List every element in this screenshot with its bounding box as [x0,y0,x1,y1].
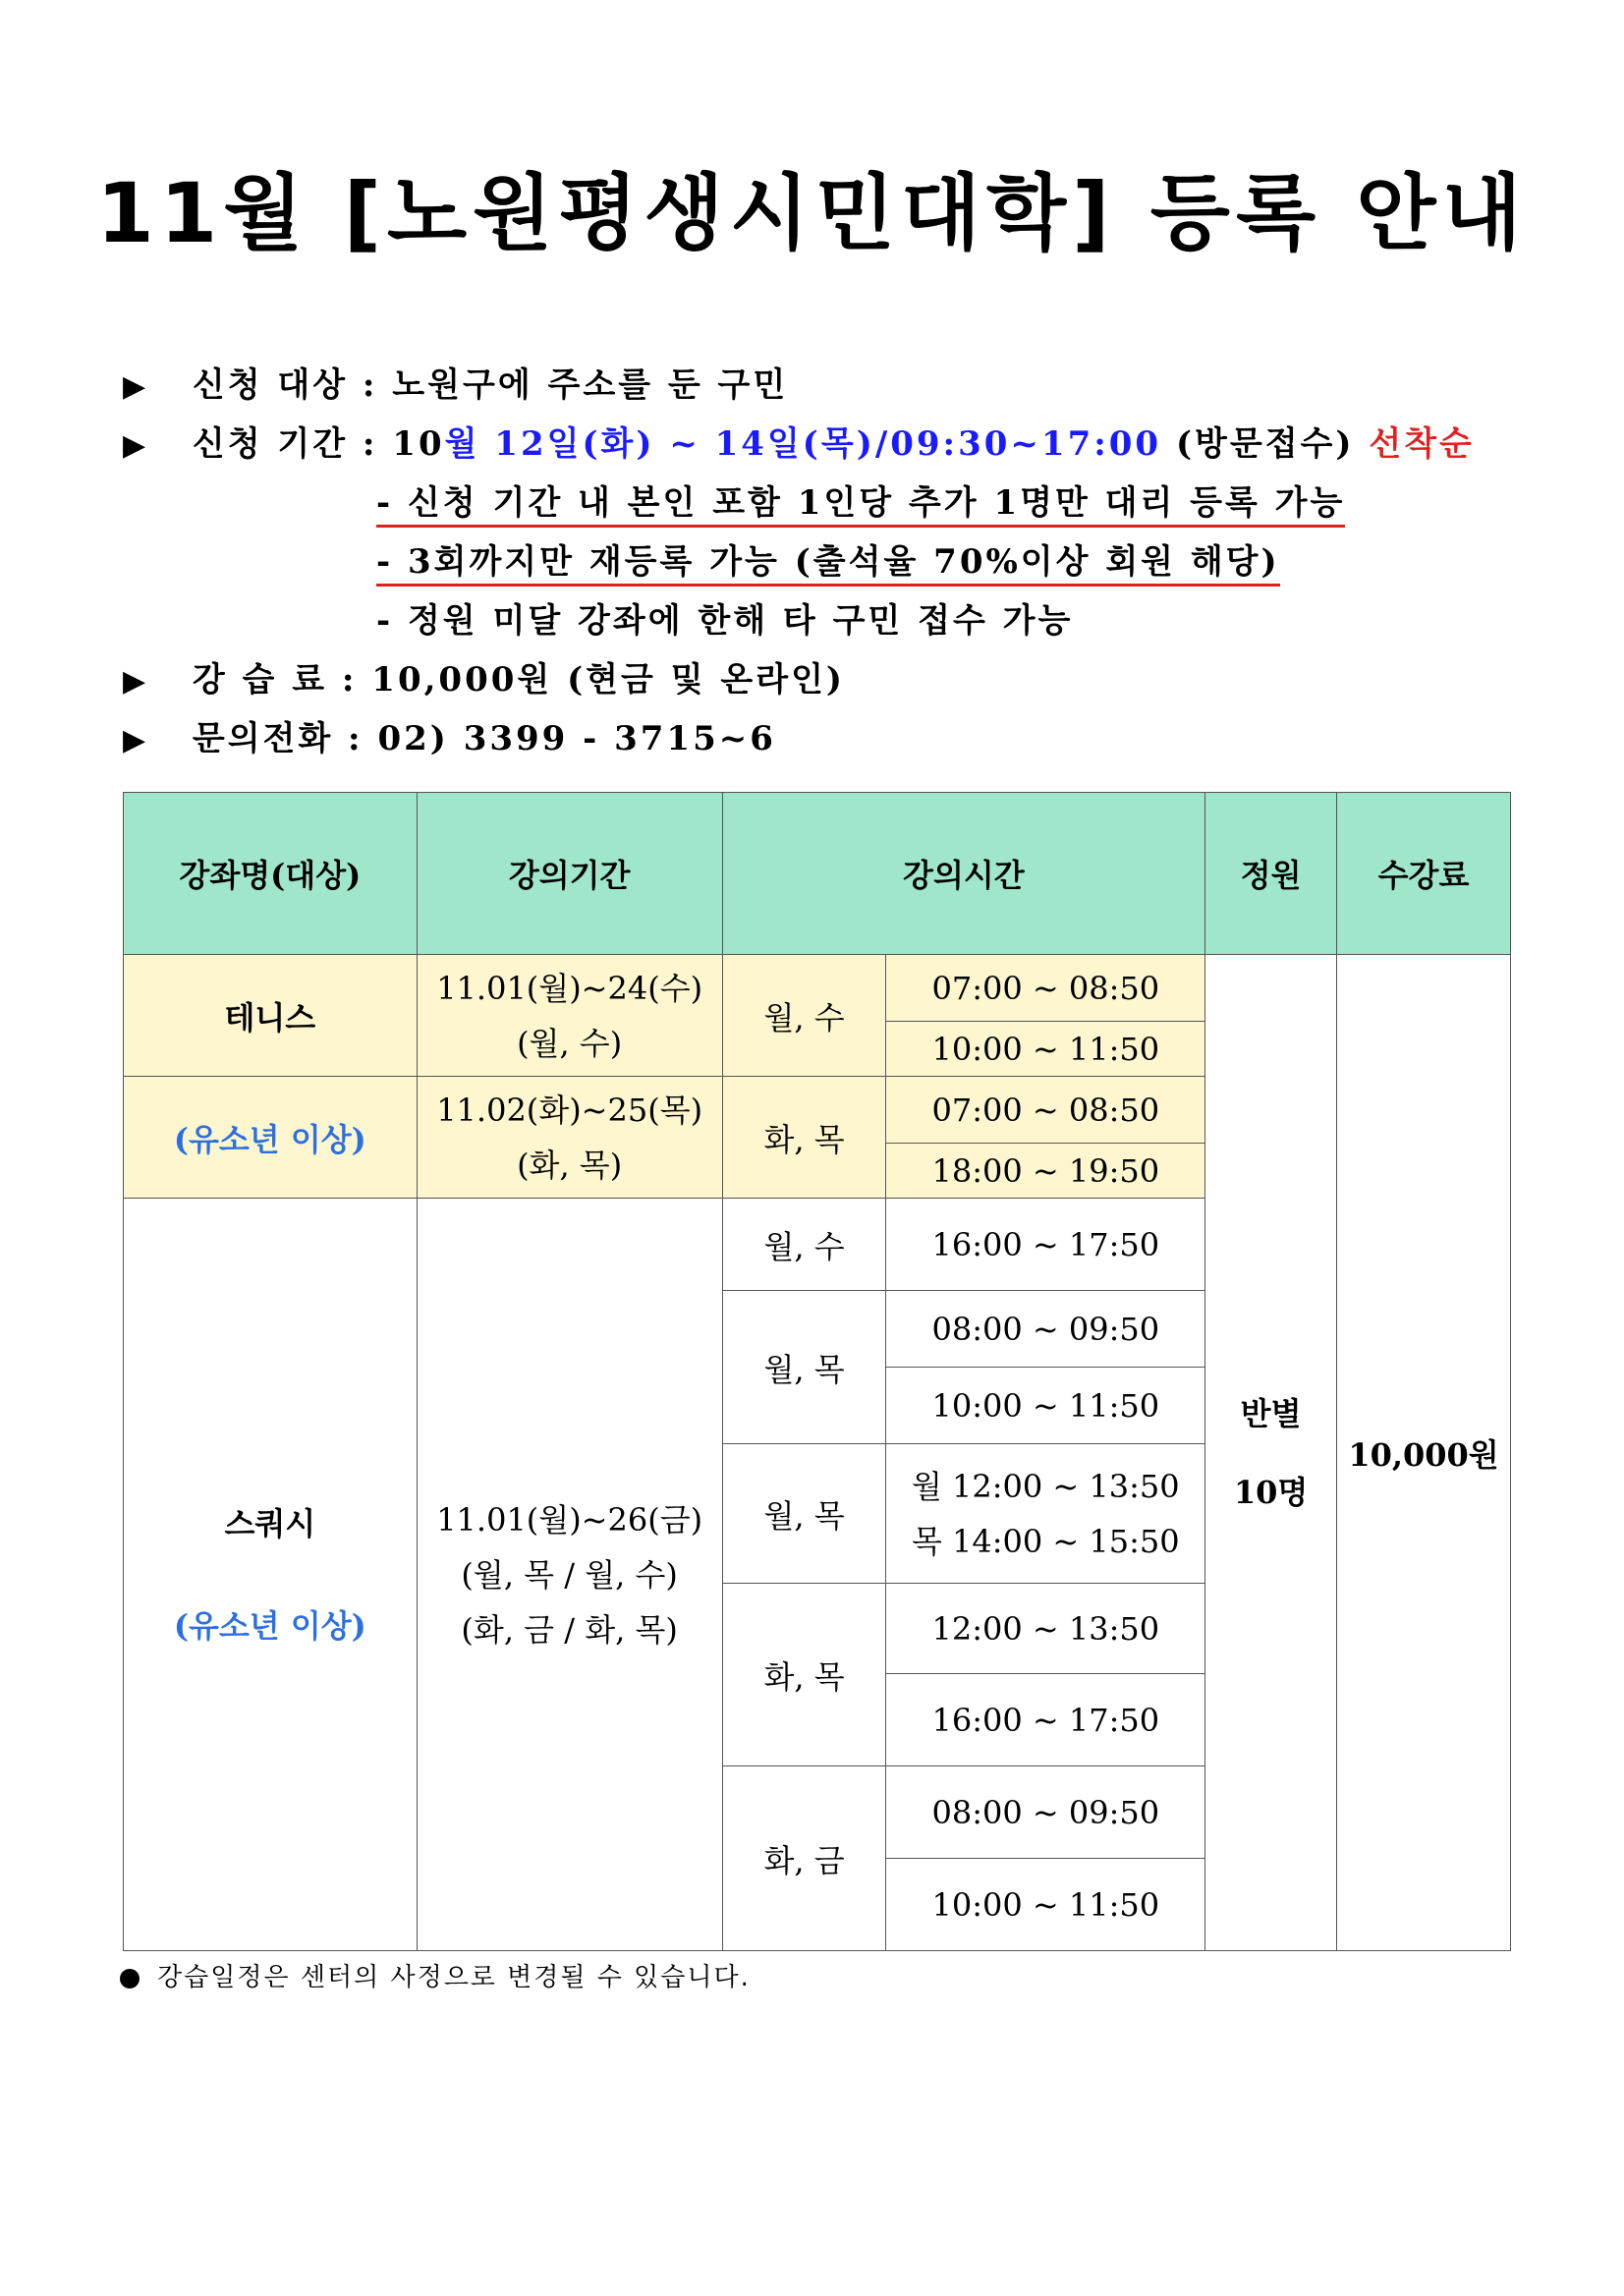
slot-time: 월 12:00 ~ 13:50 [911,1467,1180,1505]
slot-days: 월, 목 [722,1444,886,1584]
course-target-squash: (유소년 이상) [173,1606,366,1645]
header-capacity: 정원 [1205,793,1337,955]
fee-value: 10,000원 (현금 및 온라인) [371,660,845,700]
info-target [123,356,1518,415]
phone-value: 02) 3399 - 3715~6 [377,719,776,758]
slot-days: 월, 수 [722,1199,886,1291]
slot-days: 화, 금 [722,1766,886,1951]
slot-time: 목 14:00 ~ 15:50 [911,1522,1180,1560]
capacity-cell [1205,955,1337,1951]
header-fee: 수강료 [1337,793,1511,955]
course-name-squash: 스쿼시 [224,1504,316,1542]
fee-cell: 10,000원 [1337,955,1511,1951]
info-note-3: - 정원 미달 강좌에 한해 타 구민 접수 가능 [376,601,1074,641]
info-note-1: - 신청 기간 내 본인 포함 1인당 추가 1명만 대리 등록 가능 [123,474,1518,532]
target-label: 신청 대상 : [192,365,378,405]
slot-days: 화, 목 [722,1584,886,1766]
header-period: 강의기간 [417,793,722,955]
slot-time: 07:00 ~ 08:50 [886,1077,1205,1144]
period-days: (화, 목) [517,1146,623,1184]
period-dates: 월 12일(화) ~ 14일(목)/09:30~17:00 [444,424,1162,464]
period-label: 신청 기간 : [192,424,378,464]
footnote-text: 강습일정은 센터의 사정으로 변경될 수 있습니다. [157,1963,751,1992]
period-range: 11.01(월)~24(수) [436,969,703,1007]
schedule-table [123,792,1511,1951]
slot-time: 16:00 ~ 17:50 [886,1674,1205,1766]
info-fee [123,650,1518,709]
capacity-line-2: 10명 [1233,1473,1309,1511]
capacity-line-1: 반별 [1240,1394,1302,1432]
triangle-right-icon: ▶ [123,369,149,404]
period-prefix: 10 [392,424,445,464]
slot-time: 18:00 ~ 19:50 [886,1144,1205,1199]
period-days: (월, 수) [517,1024,623,1062]
slot-time-split [886,1444,1205,1584]
slot-time: 10:00 ~ 11:50 [886,1022,1205,1077]
page-title: 11월 [노원평생시민대학] 등록 안내 [96,165,1528,261]
note-2-text: 3회까지만 재등록 가능 (출석율 70%이상 회원 해당) [407,542,1280,582]
info-note-2: - 3회까지만 재등록 가능 (출석율 70%이상 회원 해당) [123,532,1518,591]
period-method: (방문접수) [1175,424,1355,464]
slot-days: 화, 목 [722,1077,886,1199]
header-time: 강의시간 [722,793,1205,955]
slot-time: 10:00 ~ 11:50 [886,1859,1205,1951]
filled-circle-icon [120,1969,140,1988]
period-tennis-2 [417,1077,722,1199]
period-squash [417,1199,722,1951]
triangle-right-icon: ▶ [123,428,149,463]
header-course: 강좌명(대상) [124,793,418,955]
course-squash [124,1199,418,1951]
triangle-right-icon: ▶ [123,723,149,757]
period-order: 선착순 [1369,424,1475,464]
period-tennis-1 [417,955,722,1077]
course-target-tennis: (유소년 이상) [124,1077,418,1199]
triangle-right-icon: ▶ [123,664,149,699]
phone-label: 문의전화 : [192,719,364,758]
footnote [120,1957,751,1993]
note-3-text: 정원 미달 강좌에 한해 타 구민 접수 가능 [407,601,1074,641]
target-value: 노원구에 주소를 둔 구민 [392,365,789,405]
info-phone [123,709,1518,768]
period-range: 11.02(화)~25(목) [436,1091,703,1129]
course-name-tennis: 테니스 [124,955,418,1077]
slot-time: 12:00 ~ 13:50 [886,1584,1205,1674]
table-header-row [124,793,1511,955]
table-row [124,955,1511,1022]
slot-time: 08:00 ~ 09:50 [886,1291,1205,1368]
period-note-1: (월, 목 / 월, 수) [461,1555,678,1594]
info-period [123,415,1518,474]
fee-label: 강 습 료 : [192,660,358,700]
period-note-2: (화, 금 / 화, 목) [461,1610,678,1649]
info-section [123,356,1518,768]
slot-time: 07:00 ~ 08:50 [886,955,1205,1022]
slot-time: 16:00 ~ 17:50 [886,1199,1205,1291]
slot-time: 08:00 ~ 09:50 [886,1766,1205,1859]
note-1-text: 신청 기간 내 본인 포함 1인당 추가 1명만 대리 등록 가능 [407,483,1346,523]
slot-time: 10:00 ~ 11:50 [886,1368,1205,1444]
slot-days: 월, 수 [722,955,886,1077]
period-range: 11.01(월)~26(금) [436,1500,703,1539]
slot-days: 월, 목 [722,1291,886,1444]
